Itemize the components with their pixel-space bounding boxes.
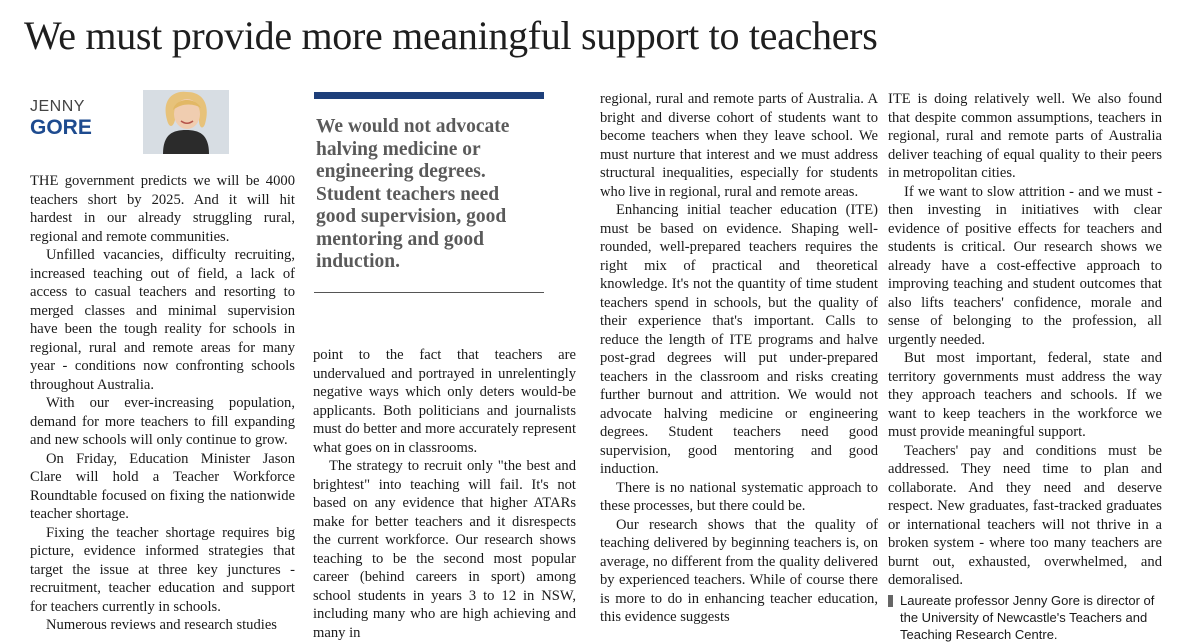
paragraph: There is no national systematic approach to these processes, but there could be. xyxy=(600,479,878,514)
pull-quote-bottom-rule xyxy=(314,292,544,293)
paragraph: But most important, federal, state and territory governments must address the way they approach teachers and schools. If we want to keep teachers in the workforce we must provide meaningful support. xyxy=(888,350,1162,440)
paragraph: THE government predicts we will be 4000 teachers short by 2025. And it will hit hardest in our already struggling rural, regional and remote communities. xyxy=(30,173,295,245)
article-column-1 xyxy=(30,172,295,633)
paragraph: Unfilled vacancies, difficulty recruiting, increased teaching out of field, a lack of access to casual teachers and resorting to merged classes and minimal supervision have been the tough reality for schools in regional, rural and remote areas for many year - conditions now confronting schools throughout Australia. xyxy=(30,247,295,393)
paragraph: The strategy to recruit only "the best and brightest" into teaching will fail. It's not based on any evidence that higher ATARs make for better teachers and it disrespects the current workforce. Our research shows teaching to be the second most popular career (behind careers in sport) among school students in years 3 to 12 in NSW, including many who are high achieving and many in xyxy=(313,458,576,641)
author-first-name: JENNY xyxy=(30,98,85,115)
paragraph: Numerous reviews and research studies xyxy=(46,617,277,633)
paragraph: With our ever-increasing population, demand for more teachers to fill expanding and new schools will only continue to grow. xyxy=(30,395,295,448)
article-column-3 xyxy=(600,90,878,625)
author-photo xyxy=(143,90,229,154)
author-credit-text: Laureate professor Jenny Gore is director of the University of Newcastle's Teachers and Teaching Research Centre. xyxy=(900,592,1155,642)
headline: We must provide more meaningful support to teachers xyxy=(24,13,878,58)
author-credit xyxy=(888,592,1162,643)
article-column-2 xyxy=(313,346,576,641)
paragraph: If we want to slow attrition - and we must - then investing in initiatives with clear evidence of positive effects for teachers and students is critical. Our research shows we already have a cost-effective approach to improving teaching and student outcomes that also lifts teachers' confidence, morale and sense of belonging to the profession, all urgently needed. xyxy=(888,183,1162,348)
paragraph: regional, rural and remote parts of Australia. A bright and diverse cohort of students want to become teachers when they leave school. We must nurture that interest and we must address structural inequalities, especially for students who live in regional, rural and remote areas. xyxy=(600,91,878,200)
author-portrait-icon xyxy=(143,90,229,154)
square-bar-icon xyxy=(888,595,893,607)
article-column-4 xyxy=(888,90,1162,642)
author-last-name: GORE xyxy=(30,116,92,139)
paragraph: point to the fact that teachers are undervalued and portrayed in unrelentingly negative ways which only deters would-be applicants. Both politicians and journalists must do better and more accurately represent what goes on in classrooms. xyxy=(313,347,576,456)
paragraph: Teachers' pay and conditions must be addressed. They need time to plan and collaborate. And they need and deserve respect. New graduates, fast-tracked graduates or international teachers will not thrive in a broken system - where too many teachers are burnt out, exhausted, overwhelmed, and demoralised. xyxy=(888,442,1162,588)
pull-quote-top-rule xyxy=(314,92,544,99)
paragraph: On Friday, Education Minister Jason Clare will hold a Teacher Workforce Roundtable focused on fixing the nationwide teacher shortage. xyxy=(30,450,295,522)
byline xyxy=(30,90,290,156)
paragraph: Our research shows that the quality of teaching delivered by beginning teachers is, on average, no different from the quality delivered by experienced teachers. While of course there is more to do in enhancing teacher education, this evidence suggests xyxy=(600,516,878,625)
paragraph: Enhancing initial teacher education (ITE) must be based on evidence. Shaping well-rounded, well-prepared teachers requires the right mix of practical and theoretical knowledge. It's not the quantity of time student teachers spend in schools, but the quality of their experience that's important. Calls to reduce the length of ITE programs and halve post-grad degrees will put under-prepared teachers in the classroom and risks creating further burnout and attrition. We would not advocate halving medicine or engineering degrees. Student teachers need good supervision, good mentoring and good induction. xyxy=(600,202,878,477)
paragraph: Fixing the teacher shortage requires big picture, evidence informed strategies that target the issue at three key junctures - recruitment, teacher education and support for teachers currently in schools. xyxy=(30,524,295,615)
pull-quote-text: We would not advocate halving medicine or engineering degrees. Student teachers need good supervision, good mentoring and good induction. xyxy=(316,116,510,272)
paragraph: ITE is doing relatively well. We also found that despite common assumptions, teachers in regional, rural and remote parts of Australia deliver teaching of equal quality to their peers in metropolitan cities. xyxy=(888,91,1162,181)
pull-quote xyxy=(314,92,544,296)
